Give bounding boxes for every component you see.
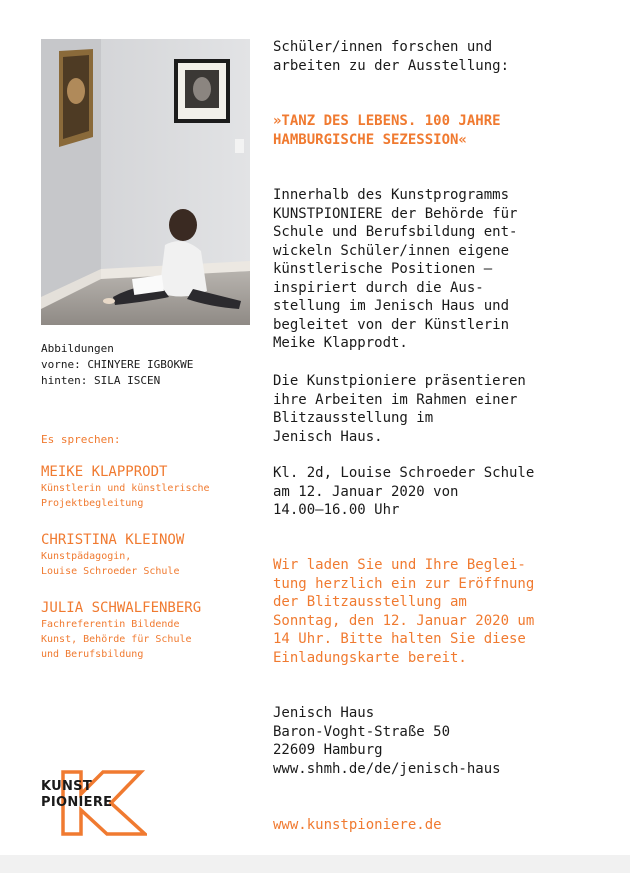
page-bottom-edge — [0, 855, 630, 873]
text-line: Jenisch Haus. — [273, 428, 383, 445]
captions-heading: Abbildungen — [41, 342, 114, 355]
speaker-2 — [41, 531, 184, 579]
text-line: Kl. 2d, Louise Schroeder Schule — [273, 465, 535, 481]
caption-front: vorne: CHINYERE IGBOKWE — [41, 358, 194, 371]
text-line: HAMBURGISCHE SEZESSION« — [273, 131, 467, 148]
paragraph-presentation — [273, 372, 526, 446]
logo-line-1: KUNST — [41, 779, 93, 794]
text-line: künstlerische Positionen – — [273, 261, 493, 277]
speaker-name: CHRISTINA KLEINOW — [41, 532, 185, 548]
text-line: tung herzlich ein zur Eröffnung — [273, 575, 535, 592]
speaker-role: Kunstpädagogin, — [41, 551, 132, 562]
speaker-3 — [41, 599, 201, 662]
speaker-role: Kunst, Behörde für Schule — [41, 634, 192, 645]
photo-illustration — [41, 39, 250, 325]
address-line: Jenisch Haus — [273, 705, 375, 721]
exhibition-photo — [41, 39, 250, 325]
exhibition-title — [273, 112, 501, 149]
text-line: Die Kunstpioniere präsentieren — [273, 373, 526, 389]
text-line: Blitzausstellung im — [273, 410, 434, 426]
speaker-role: Künstlerin und künstlerische — [41, 483, 210, 494]
text-line: 14.00–16.00 Uhr — [273, 502, 400, 518]
text-line: am 12. Januar 2020 von — [273, 483, 459, 500]
speaker-name: JULIA SCHWALFENBERG — [41, 600, 202, 616]
text-line: Schule und Berufsbildung ent- — [273, 224, 518, 240]
intro-text — [273, 38, 509, 75]
speaker-role: und Berufsbildung — [41, 649, 144, 660]
speaker-name: MEIKE KLAPPRODT — [41, 464, 168, 480]
speaker-role: Louise Schroeder Schule — [41, 566, 180, 577]
logo-line-2: PIONIERE — [41, 795, 113, 810]
text-line: KUNSTPIONIERE der Behörde für — [273, 205, 518, 222]
text-line: Sonntag, den 12. Januar 2020 um — [273, 612, 535, 629]
text-line: ihre Arbeiten im Rahmen einer — [273, 391, 518, 408]
website-link[interactable]: www.kunstpioniere.de — [273, 817, 442, 833]
text-line: Innerhalb des Kunstprogramms — [273, 187, 510, 203]
text-line: »TANZ DES LEBENS. 100 JAHRE — [273, 113, 501, 129]
paragraph-schedule — [273, 464, 534, 520]
address-line: Baron-Voght-Straße 50 — [273, 723, 451, 740]
speaker-1 — [41, 463, 210, 511]
address-link[interactable]: www.shmh.de/de/jenisch-haus — [273, 760, 501, 777]
text-line: der Blitzausstellung am — [273, 594, 467, 610]
speakers-heading: Es sprechen: — [41, 433, 121, 446]
paragraph-program — [273, 186, 517, 353]
kunstpioniere-logo — [41, 770, 147, 836]
text-line: wickeln Schüler/innen eigene — [273, 242, 510, 259]
text-line: Wir laden Sie und Ihre Beglei- — [273, 557, 526, 573]
text-line: stellung im Jenisch Haus und — [273, 298, 510, 314]
text-line: Einladungskarte bereit. — [273, 649, 467, 666]
text-line: Meike Klapprodt. — [273, 335, 408, 351]
text-line: arbeiten zu der Ausstellung: — [273, 57, 510, 74]
invitation-text — [273, 556, 534, 667]
text-line: inspiriert durch die Aus- — [273, 279, 484, 296]
speaker-role: Projektbegleitung — [41, 498, 144, 509]
text-line: 14 Uhr. Bitte halten Sie diese — [273, 631, 526, 647]
speaker-role: Fachreferentin Bildende — [41, 619, 180, 630]
photo-captions — [41, 341, 193, 389]
text-line: begleitet von der Künstlerin — [273, 316, 510, 333]
address-line: 22609 Hamburg — [273, 742, 383, 758]
text-line: Schüler/innen forschen und — [273, 39, 493, 55]
address-block — [273, 704, 501, 778]
caption-back: hinten: SILA ISCEN — [41, 374, 161, 387]
